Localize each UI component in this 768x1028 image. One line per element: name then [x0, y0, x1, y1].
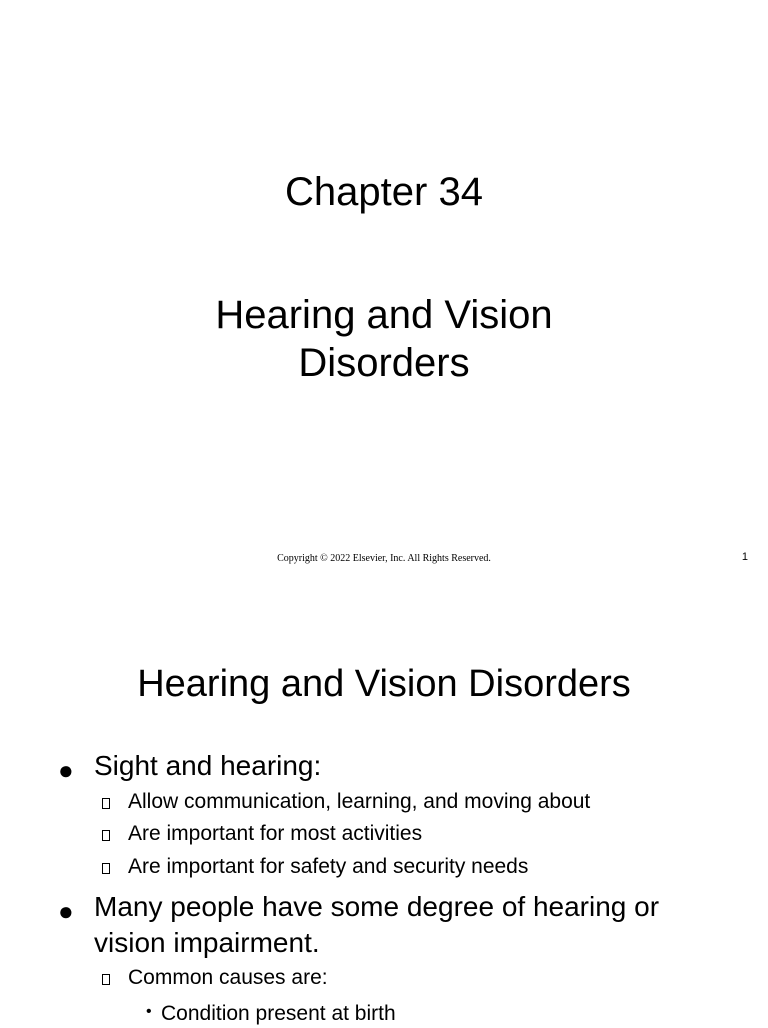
bullet-dot-icon: ● — [58, 896, 74, 926]
sub-bullet-item — [128, 853, 528, 881]
sub-bullet-text: Common causes are: — [128, 966, 328, 989]
sub-bullet-item — [128, 964, 328, 992]
chapter-subtitle — [0, 291, 768, 387]
subtitle-line-2: Disorders — [298, 341, 470, 385]
bullet-item — [58, 889, 660, 961]
bullet-text-line-1: Many people have some degree of hearing or — [94, 891, 660, 922]
bullet-item — [58, 748, 322, 785]
page-number: 1 — [741, 551, 748, 563]
slide-2 — [0, 588, 768, 1024]
bullet-text: Sight and hearing: — [94, 750, 322, 781]
bullet-dot-icon: ● — [58, 755, 74, 785]
copyright-notice: Copyright © 2022 Elsevier, Inc. All Rights Reserved. — [277, 553, 491, 564]
sub-bullet-text: Allow communication, learning, and moving about — [128, 790, 591, 813]
sub-bullet-box-icon — [102, 974, 110, 985]
sub-bullet-box-icon — [102, 863, 110, 874]
sub-sub-bullet-text: Condition present at birth — [161, 1002, 396, 1025]
slide-title: Hearing and Vision Disorders — [137, 663, 631, 705]
subtitle-line-1: Hearing and Vision — [215, 293, 553, 337]
sub-bullet-box-icon — [102, 830, 110, 841]
chapter-title: Chapter 34 — [285, 170, 483, 214]
small-bullet-dot-icon: • — [146, 1003, 152, 1020]
bullet-text-line-2: vision impairment. — [94, 927, 320, 958]
sub-bullet-box-icon — [102, 798, 110, 809]
sub-bullet-item — [128, 788, 590, 816]
sub-bullet-text: Are important for most activities — [128, 822, 423, 845]
sub-bullet-item — [128, 820, 422, 848]
sub-bullet-text: Are important for safety and security needs — [128, 855, 529, 878]
